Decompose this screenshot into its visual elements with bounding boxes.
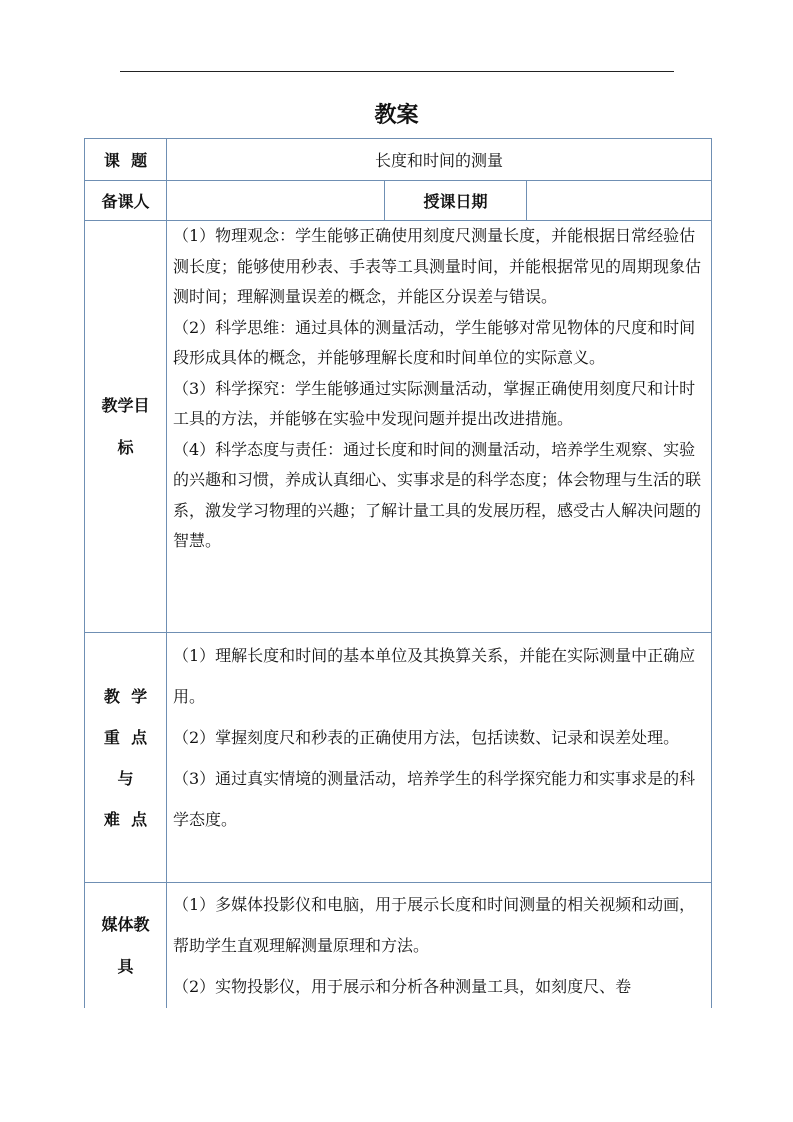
table-border-row4 [84,882,712,883]
keypoints-label-line: 教 学 [103,686,148,706]
page-title: 教案 [374,103,419,128]
keypoints-content [173,635,706,840]
table-border-right [711,138,712,1008]
media-item: （2）实物投影仪，用于展示和分析各种测量工具，如刻度尺、卷 [173,977,632,996]
keypoint-item: （1）理解长度和时间的基本单位及其换算关系，并能在实际测量中正确应用。 [173,646,696,706]
topic-label: 课 题 [103,151,148,170]
keypoint-item: （2）掌握刻度尺和秒表的正确使用方法，包括读数、记录和误差处理。 [173,728,680,747]
date-value [527,181,711,220]
keypoints-label-line: 难 点 [103,809,148,829]
objective-item: （3）科学探究：学生能够通过实际测量活动，掌握正确使用刻度尺和计时工具的方法，并能够在实验中发现问题并提出改进措施。 [173,378,696,428]
keypoints-label-line: 重 点 [103,727,148,747]
media-label-line: 具 [117,956,134,976]
objective-item: （4）科学态度与责任：通过长度和时间的测量活动，培养学生观察、实验的兴趣和习惯，养成认真细心、实事求是的科学态度；体会物理与生活的联系，激发学习物理的兴趣；了解计量工具的发展历程，感受古人解决问题的智慧。 [173,439,702,550]
media-item: （1）多媒体投影仪和电脑，用于展示长度和时间测量的相关视频和动画，帮助学生直观理解测量原理和方法。 [173,895,696,955]
topic-value: 长度和时间的测量 [374,151,503,170]
keypoint-item: （3）通过真实情境的测量活动，培养学生的科学探究能力和实事求是的科学态度。 [173,769,696,829]
objectives-label [85,221,166,632]
keypoints-label-line: 与 [117,768,134,788]
date-label: 授课日期 [423,192,488,211]
preparer-label: 备课人 [101,192,150,211]
objectives-content [173,221,706,557]
table-border-row3 [84,632,712,633]
media-content [173,884,706,1007]
objective-item: （1）物理观念：学生能够正确使用刻度尺测量长度，并能根据日常经验估测长度；能够使用秒表、手表等工具测量时间，并能根据常见的周期现象估测时间；理解测量误差的概念，并能区分误差与错误。 [173,226,702,306]
media-label [85,883,166,1008]
objectives-label-line: 标 [117,437,134,457]
preparer-value [167,181,384,220]
table-border-label-col [166,138,167,1008]
keypoints-label [85,633,166,882]
objective-item: （2）科学思维：通过具体的测量活动，学生能够对常见物体的尺度和时间段形成具体的概念，并能够理解长度和时间单位的实际意义。 [173,317,696,367]
header-rule [120,71,674,72]
media-label-line: 媒体教 [101,914,150,934]
objectives-label-line: 教学目 [101,395,150,415]
